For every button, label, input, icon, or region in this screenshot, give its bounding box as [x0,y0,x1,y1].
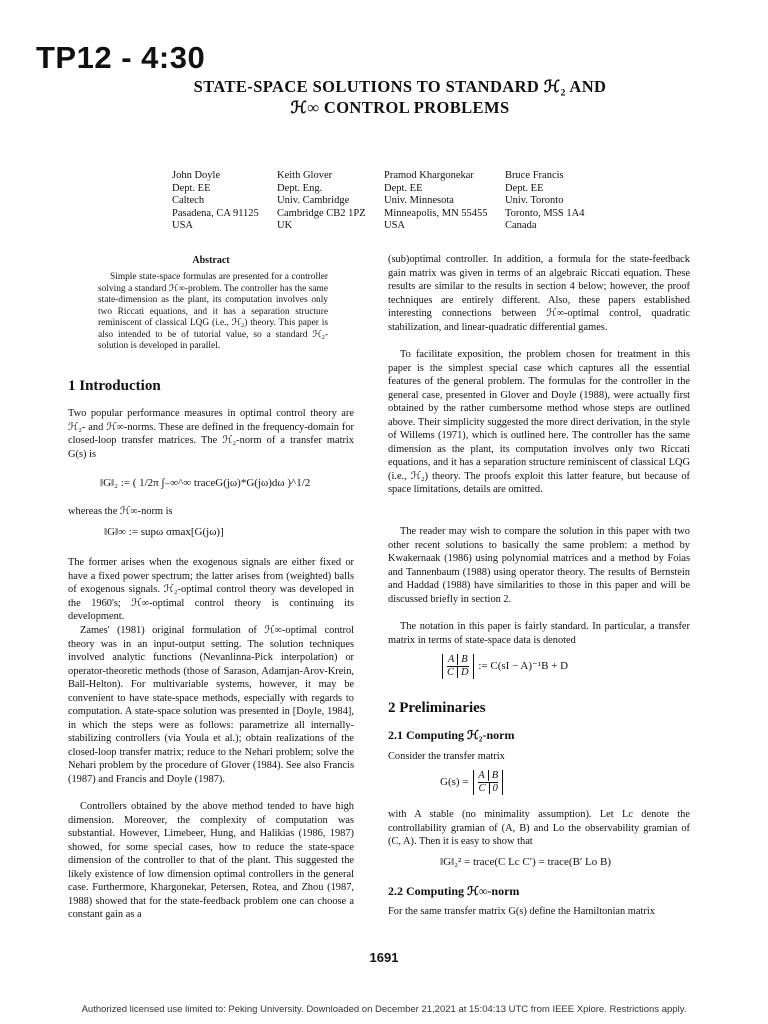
author-name: Keith Glover [277,170,333,181]
right-paragraph-5: Consider the transfer matrix [388,751,505,762]
author-city: Pasadena, CA 91125 [172,207,259,219]
page-number: 1691 [369,950,399,965]
matrix-c: C [447,667,458,678]
matrix-a: A [448,654,458,665]
abstract-text: Simple state-space formulas are presented for a controller solving a standard ℋ∞-problem. The controller has the same state-dimension as the plant, its computation involves only two Riccati equations, and it has a separation structure reminiscent of classical LQG (i.e., ℋ₂) theory. This paper is also intended to be of tutorial value, so a standard ℋ₂-solution is developed in parallel. [98,272,328,351]
author-dept: Dept. EE [505,182,544,194]
packed-matrix [442,654,474,679]
license-footer: Authorized licensed use limited to: Peking University. Downloaded on December 21,2021 at 15:04:13 UTC from IEEE Xplore. Restrictions apply. [81,1004,687,1015]
author-inst: Univ. Minnesota [384,195,454,206]
session-code: TP12 - 4:30 [36,40,206,75]
author-dept: Dept. Eng. [277,182,323,194]
author-dept: Dept. EE [384,182,423,194]
abstract-body [98,272,328,353]
author-country: USA [172,220,194,231]
packed-matrix [473,770,503,795]
author-inst: Univ. Cambridge [277,195,350,206]
matrix-b: B [461,654,468,665]
right-paragraph-7: For the same transfer matrix G(s) define the Hamiltonian matrix [388,906,655,917]
equation-h2-gramian: ‖G‖₂² = trace(C Lc C′) = trace(B′ Lo B) [440,856,612,868]
equation-h2-norm: ‖G‖₂ := ( 1/2π ∫₋∞^∞ traceG(jω)*G(jω)dω )^1/2 [100,477,311,489]
author-1 [172,170,259,233]
title-line-2: ℋ∞ CONTROL PROBLEMS [290,98,510,117]
author-city: Toronto, M5S 1A4 [505,207,585,219]
intro-paragraph-5: Controllers obtained by the above method tended to have high dimension. Moreover, the complexity of computation was substantial. However, Limebeer, Hung, and Halikias (1986, 1987) showed, for some special cases, how to reduce the state-space dimension of the controller to that of the plant. This suggested the likely existence of low dimension optimal controllers in the general case. Furthermore, Khargonekar, Petersen, Rotea, and Zhou (1987, 1988) showed that for the state-feedback problem one can choose a constant gain as a [68,801,354,920]
matrix-c: C [479,783,490,794]
intro-paragraph-2: whereas the ℋ∞-norm is [68,506,173,517]
section-2-heading: 2 Preliminaries [388,700,486,716]
author-dept: Dept. EE [172,182,211,194]
matrix-b: B [491,770,499,781]
right-paragraph-4: The notation in this paper is fairly standard. In particular, a transfer matrix in terms of state-space data is denoted [388,621,690,646]
equation-transfer-matrix [440,770,505,795]
author-3 [384,170,488,233]
subsection-2-1-heading: 2.1 Computing ℋ₂-norm [388,728,515,742]
equation-hinf-norm: ‖G‖∞ := supω σmax[G(jω)] [104,526,224,538]
subsection-2-2-heading: 2.2 Computing ℋ∞-norm [388,884,520,898]
author-name: John Doyle [172,170,221,181]
author-country: USA [384,220,406,231]
intro-paragraph-3: The former arises when the exogenous signals are either fixed or have a fixed power spectrum; the latter arises from (weighted) balls of exogenous signals. ℋ₂-optimal control theory was developed in the 1960's; ℋ∞-optimal control theory is continuing its development. [68,557,354,622]
right-paragraph-3: The reader may wish to compare the solution in this paper with two other recent solutions to basically the same problem: a method by Kwakernaak (1986) using polynomial matrices and a method by Foias and Tannenbaum (1988) using operator theory. The results of Bernstein and Haddad (1988) have similarities to those in this paper and will be discussed briefly in section 2. [388,526,690,605]
intro-paragraph-4: Zames' (1981) original formulation of ℋ∞-optimal control theory was in an input-output setting. The solution techniques involved analytic functions (Nevanlinna-Pick interpolation) or operator-theoretic methods (those of Sarason, Adamjan-Arov-Krein, Ball-Helton). For multivariable systems, however, it may be convenient to have state-space methods, especially with regards to computation. A state-space solution was presented in [Doyle, 1984], in which the steps were as follows: parametrize all internally-stabilizing controllers (via Youla et al.); obtain realizations of the closed-loop transfer matrix; reduce to the Nehari problem; solve the Nehari problem by the procedure of Glover (1984). See also Francis (1987) and Francis and Doyle (1987). [68,625,354,785]
author-country: Canada [505,220,537,231]
author-city: Cambridge CB2 1PZ [277,207,366,219]
author-inst: Caltech [172,195,205,206]
equation-lhs: G(s) = [440,776,469,789]
right-paragraph-2: To facilitate exposition, the problem chosen for treatment in this paper is the simplest special case which captures all the essential features of the general problem. The formulas for the controller in the general case, presented in Glover and Doyle (1988), were actually first obtained by the rather cumbersome method whose steps are outlined above. Their simplicity suggested the more direct derivation, in the style of Willems (1971), which is outlined here. The controller has the same dimension as the plant, its computation involves only two Riccati equations, and it has a separation structure reminiscent of classical LQG (i.e., ℋ₂) theory. The proofs exploit this latter feature, but because of space limitations, details are omitted. [388,349,690,495]
section-1-heading: 1 Introduction [68,378,161,394]
author-name: Pramod Khargonekar [384,170,474,181]
equation-rhs: := C(sI − A)⁻¹B + D [478,660,569,673]
author-inst: Univ. Toronto [505,195,564,206]
matrix-a: A [478,770,488,781]
author-country: UK [277,220,293,231]
author-2 [277,170,366,233]
abstract-heading: Abstract [192,255,230,266]
paper-title [100,76,700,118]
matrix-zero: 0 [492,783,498,794]
title-line-1: STATE-SPACE SOLUTIONS TO STANDARD ℋ₂ AND [193,77,607,96]
equation-state-space-notation [440,654,568,679]
author-4 [505,170,584,233]
author-name: Bruce Francis [505,170,564,181]
intro-paragraph-1: Two popular performance measures in optimal control theory are ℋ₂- and ℋ∞-norms. These are defined in the frequency-domain for closed-loop transfer matrices. The ℋ₂-norm of a transfer matrix G(s) is [68,408,354,460]
right-paragraph-6: with A stable (no minimality assumption). Let Lc denote the controllability gramian of (A, B) and Lo the observability gramian of (C, A). Then it is easy to show that [388,809,690,847]
author-city: Minneapolis, MN 55455 [384,207,488,219]
right-paragraph-1: (sub)optimal controller. In addition, a formula for the state-feedback gain matrix was given in terms of an algebraic Riccati equation. These results are similar to the results in section 4 below; however, the proof techniques are entirely different. Also, these papers established interesting connections between ℋ∞-optimal control, quadratic stabilization, and linear-quadratic differential games. [388,254,690,333]
matrix-d: D [461,667,469,678]
